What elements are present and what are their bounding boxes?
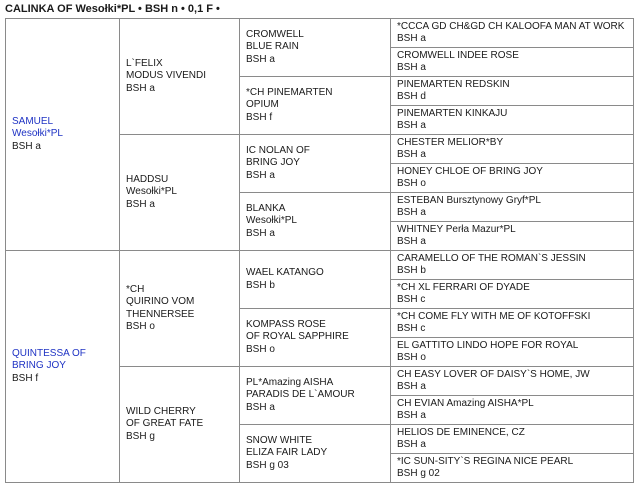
sire-reg: BSH a: [12, 140, 41, 152]
ancestor-gen4: CH EASY LOVER OF DAISY`S HOME, JW BSH a: [391, 367, 634, 396]
pedigree-table: [5, 18, 634, 483]
ancestor-gen4: CH EVIAN Amazing AISHA*PL BSH a: [391, 396, 634, 425]
ancestor-gen4: *IC SUN-SITY`S REGINA NICE PEARL BSH g 02: [391, 454, 634, 483]
ancestor-gen3: BLANKA Wesołki*PL BSH a: [240, 193, 391, 251]
paternal-grandsire: L`FELIX MODUS VIVENDI BSH a: [120, 19, 240, 135]
ancestor-gen4: WHITNEY Perła Mazur*PL BSH a: [391, 222, 634, 251]
dam-reg: BSH f: [12, 372, 39, 384]
ancestor-gen3: *CH PINEMARTEN OPIUM BSH f: [240, 77, 391, 135]
ancestor-gen4: ESTEBAN Bursztynowy Gryf*PL BSH a: [391, 193, 634, 222]
sire-name-line1: SAMUEL: [12, 115, 54, 127]
ancestor-gen4: CARAMELLO OF THE ROMAN`S JESSIN BSH b: [391, 251, 634, 280]
ancestor-gen3: IC NOLAN OF BRING JOY BSH a: [240, 135, 391, 193]
sire-name-line2: Wesołki*PL: [12, 128, 63, 140]
dam-name-line2: BRING JOY: [12, 360, 66, 372]
dam-name-line1: QUINTESSA OF: [12, 347, 86, 359]
ancestor-gen4: PINEMARTEN REDSKIN BSH d: [391, 77, 634, 106]
maternal-grandsire: *CH QUIRINO VOM THENNERSEE BSH o: [120, 251, 240, 367]
ancestor-gen4: CHESTER MELIOR*BY BSH a: [391, 135, 634, 164]
sire: [6, 19, 120, 251]
ancestor-gen3: SNOW WHITE ELIZA FAIR LADY BSH g 03: [240, 425, 391, 483]
ancestor-gen3: WAEL KATANGO BSH b: [240, 251, 391, 309]
ancestor-gen4: *CH COME FLY WITH ME OF KOTOFFSKI BSH c: [391, 309, 634, 338]
ancestor-gen4: HELIOS DE EMINENCE, CZ BSH a: [391, 425, 634, 454]
ancestor-gen4: *CCCA GD CH&GD CH KALOOFA MAN AT WORK BSH a: [391, 19, 634, 48]
paternal-granddam: HADDSU Wesołki*PL BSH a: [120, 135, 240, 251]
ancestor-gen3: KOMPASS ROSE OF ROYAL SAPPHIRE BSH o: [240, 309, 391, 367]
ancestor-gen4: PINEMARTEN KINKAJU BSH a: [391, 106, 634, 135]
dam: [6, 251, 120, 483]
ancestor-gen4: EL GATTITO LINDO HOPE FOR ROYAL BSH o: [391, 338, 634, 367]
pedigree-title: CALINKA OF Wesołki*PL • BSH n • 0,1 F •: [5, 3, 220, 15]
ancestor-gen4: *CH XL FERRARI OF DYADE BSH c: [391, 280, 634, 309]
ancestor-gen3: CROMWELL BLUE RAIN BSH a: [240, 19, 391, 77]
maternal-granddam: WILD CHERRY OF GREAT FATE BSH g: [120, 367, 240, 483]
ancestor-gen3: PL*Amazing AISHA PARADIS DE L`AMOUR BSH a: [240, 367, 391, 425]
ancestor-gen4: HONEY CHLOE OF BRING JOY BSH o: [391, 164, 634, 193]
ancestor-gen4: CROMWELL INDEE ROSE BSH a: [391, 48, 634, 77]
